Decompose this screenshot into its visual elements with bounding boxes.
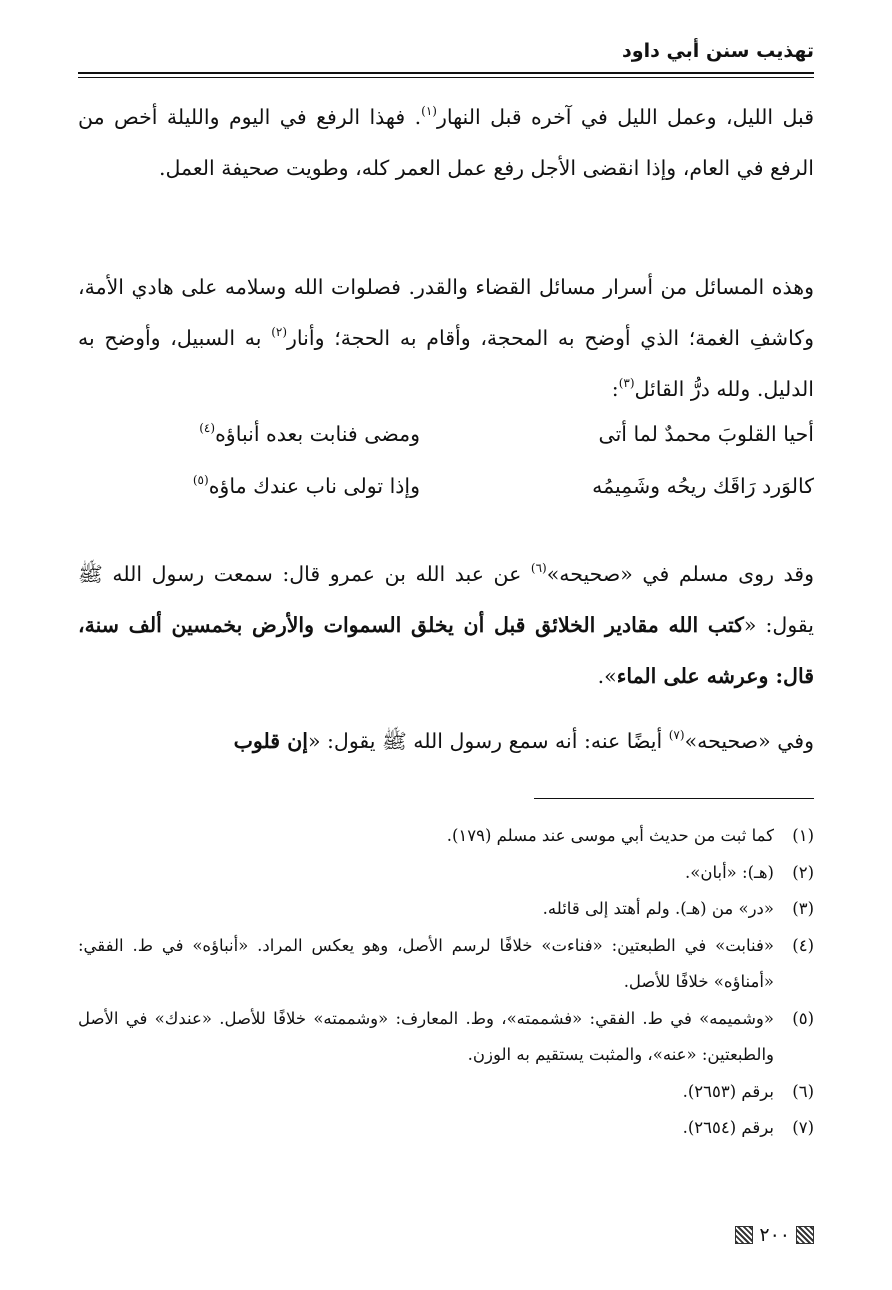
running-head-title: تهذيب سنن أبي داود bbox=[622, 40, 814, 62]
paragraph-2 bbox=[78, 262, 814, 415]
hadith-quote-2: إن قلوب bbox=[233, 729, 308, 753]
footnote-text: (هـ): «أبان». bbox=[685, 862, 774, 882]
footnote-1 bbox=[78, 818, 814, 855]
footnote-4 bbox=[78, 928, 814, 1001]
footnote-text: برقم (٢٦٥٣). bbox=[682, 1081, 774, 1101]
footnote-text: «در» من (هـ). ولم أهتد إلى قائله. bbox=[542, 899, 774, 918]
footnote-text: «فنابت» في الطبعتين: «فناءت» خلافًا لرسم الأصل، وهو يعكس المراد. «أنباؤه» في ط. الفقي: «أمناؤه» خلافًا للأصل. bbox=[78, 935, 774, 991]
paragraph-4 bbox=[78, 716, 814, 767]
footnote-ref-4[interactable]: (٤) bbox=[199, 421, 216, 435]
footnote-6 bbox=[78, 1074, 814, 1111]
verse-2-second-hemistich bbox=[60, 474, 420, 498]
paragraph-1-text-a: قبل الليل، وعمل الليل في آخره قبل النهار bbox=[436, 105, 814, 129]
paragraph-3 bbox=[78, 549, 814, 702]
footnote-number: (٧) bbox=[792, 1118, 814, 1137]
header-rule-thick bbox=[78, 72, 814, 74]
footnote-number: (٦) bbox=[792, 1081, 814, 1101]
page-number: ٢٠٠ bbox=[759, 1224, 790, 1246]
verse-1-first-hemistich bbox=[454, 422, 814, 446]
footnote-separator bbox=[534, 798, 814, 799]
paragraph-2-text-b: به السبيل، وأوضح به الدليل. ولله درُّ القائل bbox=[78, 326, 814, 401]
paragraph-4-text-a: وفي «صحيحه» bbox=[684, 729, 814, 753]
footnote-7 bbox=[78, 1110, 814, 1147]
footnote-5 bbox=[78, 1001, 814, 1074]
footnote-text: «وشميمه» في ط. الفقي: «فشممته»، وط. المعارف: «وشممته» خلافًا للأصل. «عندك» في الأصل والطبعتين: «عنه»، والمثبت يستقيم به الوزن. bbox=[78, 1008, 774, 1064]
paragraph-2-text-c: : bbox=[611, 377, 619, 401]
verse-2-first-text: كالوَرد رَاقَك ريحُه وشَمِيمُه bbox=[592, 474, 814, 498]
verse-2-first-hemistich bbox=[454, 474, 814, 498]
paragraph-3-text-a: وقد روى مسلم في «صحيحه» bbox=[546, 562, 814, 586]
footnote-ref-1[interactable]: (١) bbox=[421, 104, 437, 118]
paragraph-3-text-c: ». bbox=[597, 664, 617, 688]
verse-2-second-text: وإذا تولى ناب عندك ماؤه bbox=[208, 474, 420, 498]
footnote-ref-5[interactable]: (٥) bbox=[192, 473, 209, 487]
footnote-number: (٣) bbox=[792, 899, 814, 918]
footnote-3 bbox=[78, 891, 814, 928]
header-rule-thin bbox=[78, 77, 814, 78]
footnote-number: (٤) bbox=[792, 935, 814, 955]
page-number-block bbox=[735, 1224, 814, 1246]
hadith-quote-1: كتب الله مقادير الخلائق قبل أن يخلق السموات والأرض بخمسين ألف سنة، قال: وعرشه على الماء bbox=[78, 613, 814, 688]
paragraph-3-text-b: عن عبد الله بن عمرو قال: سمعت رسول الله ﷺ يقول: « bbox=[78, 562, 814, 637]
paragraph-1-text-b: . فهذا الرفع في اليوم والليلة أخص من الرفع في العام، وإذا انقضى الأجل رفع عمل العمر كله، وطويت صحيفة العمل. bbox=[78, 105, 814, 180]
ornament-icon bbox=[735, 1226, 753, 1244]
ornament-icon bbox=[796, 1226, 814, 1244]
footnote-ref-3[interactable]: (٣) bbox=[618, 376, 635, 390]
paragraph-2-text-a: وهذه المسائل من أسرار مسائل القضاء والقدر. فصلوات الله وسلامه على هادي الأمة، وكاشفِ الغمة؛ الذي أوضح به المحجة، وأقام به الحجة؛ وأنار bbox=[78, 275, 814, 350]
footnote-number: (٢) bbox=[792, 862, 814, 882]
footnote-ref-7[interactable]: (٧) bbox=[668, 728, 685, 742]
footnote-text: برقم (٢٦٥٤). bbox=[682, 1118, 774, 1137]
footnote-ref-6[interactable]: (٦) bbox=[530, 561, 547, 575]
verse-1-second-hemistich bbox=[60, 422, 420, 446]
footnotes-section bbox=[78, 818, 814, 1147]
verse-1-second-text: ومضى فنابت بعده أنباؤه bbox=[215, 422, 420, 446]
verse-1-first-text: أحيا القلوبَ محمدٌ لما أتى bbox=[598, 422, 814, 446]
footnote-2 bbox=[78, 855, 814, 892]
footnote-number: (١) bbox=[792, 826, 814, 845]
paragraph-4-text-b: أيضًا عنه: أنه سمع رسول الله ﷺ يقول: « bbox=[307, 729, 669, 753]
paragraph-1 bbox=[78, 92, 814, 194]
footnote-ref-2[interactable]: (٢) bbox=[271, 325, 288, 339]
footnote-text: كما ثبت من حديث أبي موسى عند مسلم (١٧٩). bbox=[446, 826, 774, 845]
footnote-number: (٥) bbox=[792, 1008, 814, 1028]
